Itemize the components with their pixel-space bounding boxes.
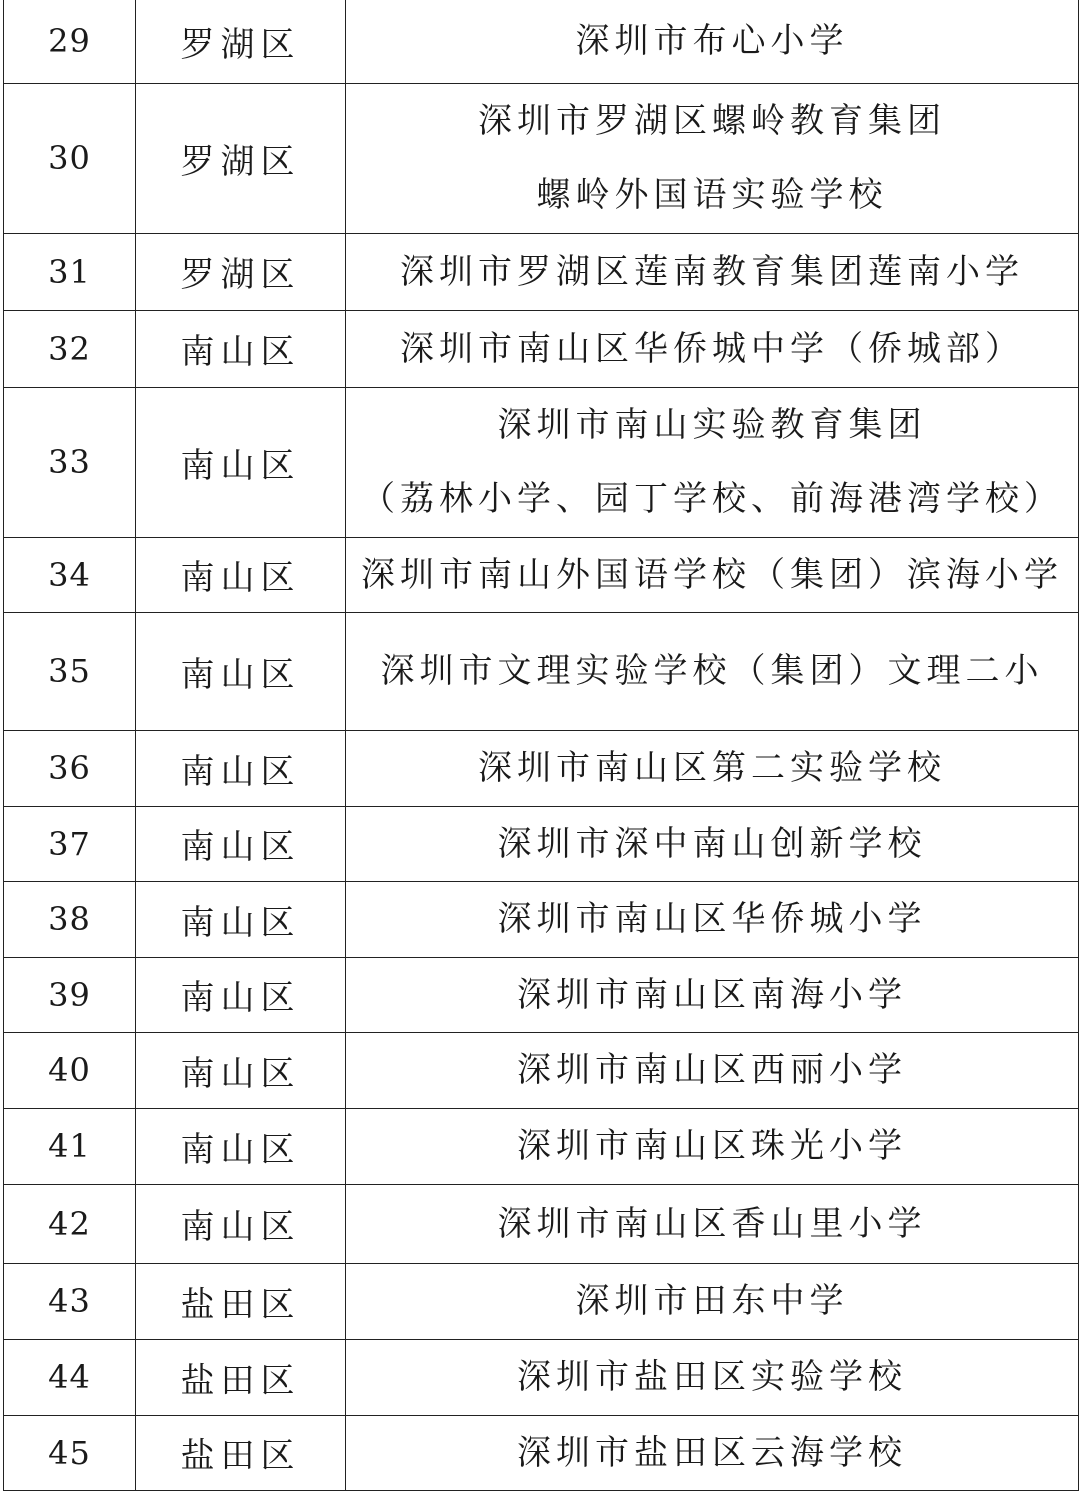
school-name-line: 深圳市布心小学 — [575, 21, 849, 62]
school-cell — [346, 1263, 1079, 1339]
school-name-line: 深圳市盐田区实验学校 — [517, 1357, 907, 1397]
row-number: 29 — [4, 0, 136, 83]
school-name-line: 深圳市南山外国语学校（集团）滨海小学 — [361, 554, 1063, 595]
table-row — [4, 1184, 1079, 1263]
district-cell: 罗湖区 — [136, 83, 346, 233]
district-cell: 南山区 — [136, 387, 346, 537]
school-name-line: 深圳市南山区珠光小学 — [517, 1126, 907, 1166]
school-name-line: 深圳市田东中学 — [575, 1281, 849, 1321]
table-body — [4, 0, 1079, 1490]
school-cell — [346, 83, 1079, 233]
school-name-line: 深圳市南山区第二实验学校 — [478, 748, 946, 788]
row-number: 38 — [4, 881, 136, 957]
school-name-line: 深圳市罗湖区螺岭教育集团 — [478, 101, 946, 141]
district-cell: 南山区 — [136, 881, 346, 957]
school-name-line: 深圳市南山区华侨城小学 — [497, 899, 927, 939]
district-cell: 盐田区 — [136, 1415, 346, 1490]
table-row — [4, 537, 1079, 612]
table-row — [4, 233, 1079, 310]
table-row — [4, 1032, 1079, 1108]
row-number: 43 — [4, 1263, 136, 1339]
school-name-line: 深圳市文理实验学校（集团）文理二小 — [380, 651, 1044, 691]
school-cell — [346, 881, 1079, 957]
table-row — [4, 1263, 1079, 1339]
row-number: 31 — [4, 233, 136, 310]
table-row — [4, 806, 1079, 881]
district-cell: 盐田区 — [136, 1339, 346, 1415]
district-cell: 南山区 — [136, 1108, 346, 1184]
table-row — [4, 881, 1079, 957]
school-name-line: 深圳市南山实验教育集团 — [497, 405, 927, 445]
district-cell: 盐田区 — [136, 1263, 346, 1339]
row-number: 36 — [4, 730, 136, 806]
row-number: 45 — [4, 1415, 136, 1490]
school-name-line: 深圳市南山区西丽小学 — [517, 1050, 907, 1090]
table-row — [4, 1415, 1079, 1490]
school-list-table — [3, 0, 1079, 1491]
school-name-line: 深圳市南山区香山里小学 — [497, 1203, 927, 1244]
school-cell — [346, 1339, 1079, 1415]
table-row — [4, 387, 1079, 537]
table-row — [4, 612, 1079, 730]
table-row — [4, 83, 1079, 233]
school-cell — [346, 1108, 1079, 1184]
school-cell — [346, 1184, 1079, 1263]
district-cell: 南山区 — [136, 957, 346, 1032]
school-name-line: 深圳市南山区南海小学 — [517, 974, 907, 1015]
district-cell: 南山区 — [136, 310, 346, 387]
school-name-line: 深圳市南山区华侨城中学（侨城部） — [400, 328, 1024, 369]
row-number: 30 — [4, 83, 136, 233]
district-cell: 南山区 — [136, 1184, 346, 1263]
district-cell: 罗湖区 — [136, 233, 346, 310]
table-row — [4, 310, 1079, 387]
district-cell: 南山区 — [136, 806, 346, 881]
district-cell: 南山区 — [136, 537, 346, 612]
school-cell — [346, 387, 1079, 537]
row-number: 35 — [4, 612, 136, 730]
row-number: 44 — [4, 1339, 136, 1415]
school-cell — [346, 730, 1079, 806]
row-number: 33 — [4, 387, 136, 537]
table-row — [4, 957, 1079, 1032]
row-number: 37 — [4, 806, 136, 881]
row-number: 41 — [4, 1108, 136, 1184]
school-cell — [346, 1415, 1079, 1490]
school-name-line: 螺岭外国语实验学校 — [536, 175, 888, 215]
row-number: 39 — [4, 957, 136, 1032]
school-cell — [346, 1032, 1079, 1108]
school-name-line: 深圳市盐田区云海学校 — [517, 1432, 907, 1473]
district-cell: 南山区 — [136, 1032, 346, 1108]
school-name-line: 深圳市罗湖区莲南教育集团莲南小学 — [400, 251, 1024, 292]
table-row — [4, 1108, 1079, 1184]
district-cell: 南山区 — [136, 730, 346, 806]
district-cell: 罗湖区 — [136, 0, 346, 83]
row-number: 34 — [4, 537, 136, 612]
row-number: 40 — [4, 1032, 136, 1108]
row-number: 32 — [4, 310, 136, 387]
school-name-line: 深圳市深中南山创新学校 — [497, 823, 927, 864]
school-cell — [346, 0, 1079, 83]
school-cell — [346, 806, 1079, 881]
district-cell: 南山区 — [136, 612, 346, 730]
school-cell — [346, 612, 1079, 730]
school-cell — [346, 310, 1079, 387]
row-number: 42 — [4, 1184, 136, 1263]
school-name-line: （荔林小学、园丁学校、前海港湾学校） — [361, 479, 1063, 519]
school-cell — [346, 537, 1079, 612]
school-cell — [346, 957, 1079, 1032]
table-row — [4, 1339, 1079, 1415]
table-row — [4, 0, 1079, 83]
table-row — [4, 730, 1079, 806]
school-cell — [346, 233, 1079, 310]
